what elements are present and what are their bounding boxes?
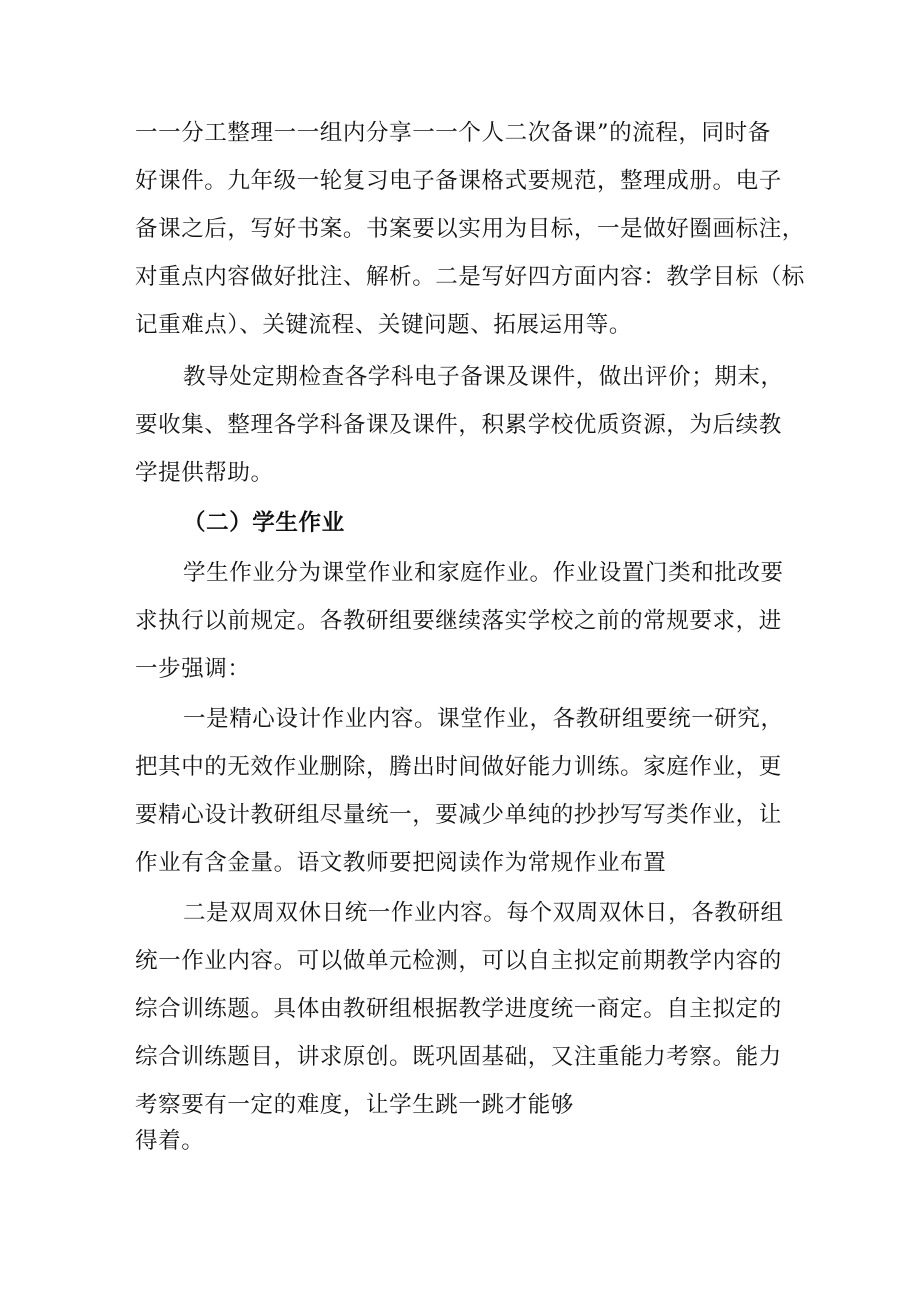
- text-line: 把其中的无效作业删除，腾出时间做好能力训练。家庭作业，更: [135, 754, 782, 780]
- text-line: 对重点内容做好批注、解析。二是写好四方面内容：教学目标（标: [135, 264, 805, 290]
- text-line: 综合训练题目，讲求原创。既巩固基础，又注重能力考察。能力: [135, 1044, 782, 1070]
- text-line: 学生作业分为课堂作业和家庭作业。作业设置门类和批改要: [183, 560, 784, 586]
- text-line: 记重难点）、关键流程、关键问题、拓展运用等。: [135, 312, 632, 338]
- section-heading: （二）学生作业: [183, 510, 345, 536]
- text-line: 一一分工整理一一组内分享一一个人二次备课”的流程，同时备: [135, 120, 771, 146]
- text-line: 得着。: [135, 1128, 205, 1154]
- text-line: 一步强调：: [135, 656, 251, 682]
- text-line: 作业有含金量。语文教师要把阅读作为常规作业布置: [135, 850, 667, 876]
- text-line: 教导处定期检查各学科电子备课及课件，做出评价；期末，: [183, 364, 784, 390]
- text-line: 二是双周双休日统一作业内容。每个双周双休日，各教研组: [183, 900, 784, 926]
- text-line: 要精心设计教研组尽量统一，要减少单纯的抄抄写写类作业，让: [135, 802, 782, 828]
- text-line: 考察要有一定的难度，让学生跳一跳才能够: [135, 1092, 574, 1118]
- text-line: 求执行以前规定。各教研组要继续落实学校之前的常规要求，进: [135, 608, 782, 634]
- text-line: 要收集、整理各学科备课及课件，积累学校优质资源，为后续教: [135, 412, 782, 438]
- text-line: 学提供帮助。: [135, 460, 274, 486]
- text-line: 一是精心设计作业内容。课堂作业，各教研组要统一研究，: [183, 706, 784, 732]
- text-line: 备课之后，写好书案。书案要以实用为目标，一是做好圈画标注，: [135, 216, 805, 242]
- text-line: 好课件。九年级一轮复习电子备课格式要规范，整理成册。电子: [135, 168, 782, 194]
- text-line: 统一作业内容。可以做单元检测，可以自主拟定前期教学内容的: [135, 948, 782, 974]
- text-line: 综合训练题。具体由教研组根据教学进度统一商定。自主拟定的: [135, 996, 782, 1022]
